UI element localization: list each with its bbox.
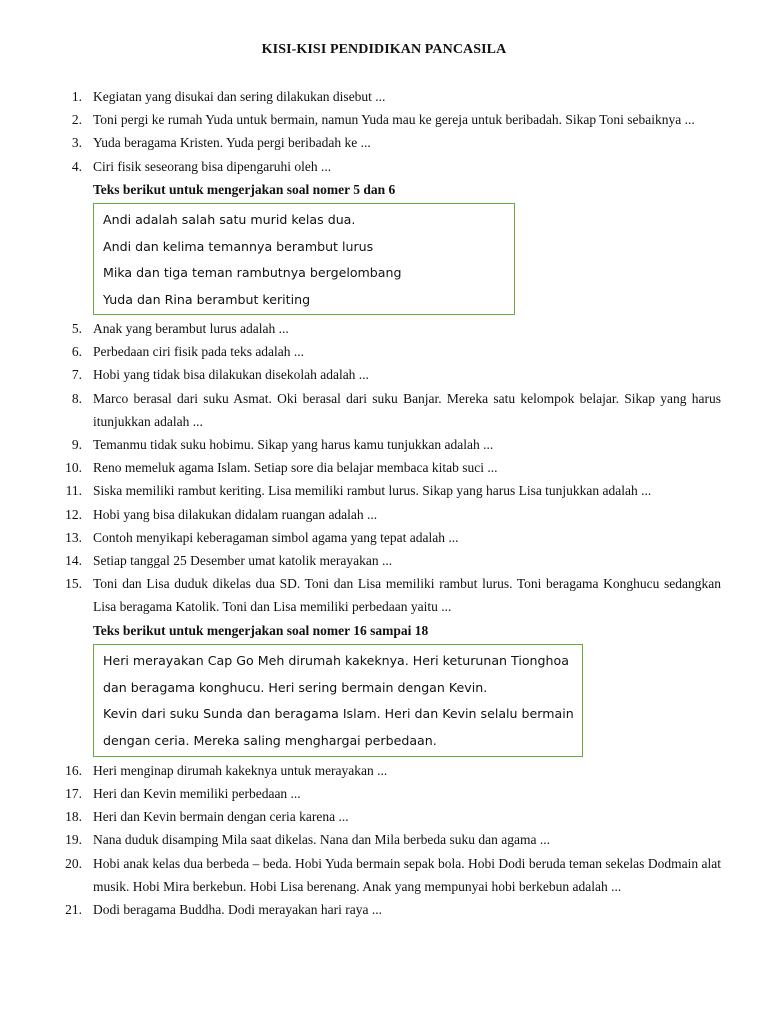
question-number: 9. <box>71 437 82 453</box>
question-number: 13. <box>65 529 82 545</box>
question-text: Marco berasal dari suku Asmat. Oki berasal dari suku Banjar. Mereka satu kelompok belajar. Sikap yang harus itunjukkan adalah ... <box>93 390 721 429</box>
question-item <box>0 852 721 898</box>
question-text: Anak yang berambut lurus adalah ... <box>93 321 289 337</box>
question-number: 11. <box>65 483 82 499</box>
question-item <box>0 503 721 526</box>
question-text: Hobi anak kelas dua berbeda – beda. Hobi Yuda bermain sepak bola. Hobi Dodi beruda teman sekelas Dodmain alat musik. Hobi Mira berkebun. Hobi Lisa berenang. Anak yang mempunyai hobi berkebun adalah ... <box>93 855 721 894</box>
question-item <box>0 456 721 479</box>
question-text: Dodi beragama Buddha. Dodi merayakan hari raya ... <box>93 902 383 918</box>
question-text: Kegiatan yang disukai dan sering dilakukan disebut ... <box>93 89 386 104</box>
question-item <box>0 340 721 363</box>
question-text: Heri menginap dirumah kakeknya untuk merayakan ... <box>93 762 388 778</box>
question-group-5-15 <box>0 317 768 619</box>
question-item <box>0 526 721 549</box>
question-item <box>0 131 721 154</box>
question-text: Setiap tanggal 25 Desember umat katolik merayakan ... <box>93 553 393 569</box>
question-item <box>0 898 721 921</box>
reading-text-line: Kevin dari suku Sunda dan beragama Islam. Heri dan Kevin selalu bermain <box>103 706 574 722</box>
question-text: Toni dan Lisa duduk dikelas dua SD. Toni dan Lisa memiliki rambut lurus. Toni beragama Konghucu sedangkan Lisa beragama Katolik. Toni dan Lisa memiliki perbedaan yaitu ... <box>93 576 721 615</box>
question-item <box>0 479 721 502</box>
question-text: Yuda beragama Kristen. Yuda pergi beribadah ke ... <box>93 135 371 151</box>
question-number: 4. <box>71 158 82 174</box>
question-item <box>0 363 721 386</box>
question-number: 8. <box>71 390 82 406</box>
question-number: 12. <box>65 506 82 522</box>
question-item <box>0 155 721 178</box>
question-number: 17. <box>65 786 82 802</box>
question-number: 16. <box>65 762 82 778</box>
reading-text-line: dengan ceria. Mereka saling menghargai perbedaan. <box>103 732 437 748</box>
question-number: 2. <box>71 112 82 128</box>
question-text: Heri dan Kevin bermain dengan ceria karena ... <box>93 809 349 825</box>
question-item <box>0 782 721 805</box>
question-text: Reno memeluk agama Islam. Setiap sore dia belajar membaca kitab suci ... <box>93 460 498 476</box>
question-number: 19. <box>65 832 82 848</box>
question-item <box>0 759 721 782</box>
question-list <box>0 85 768 921</box>
question-number: 14. <box>65 553 82 569</box>
question-item <box>0 433 721 456</box>
reading-heading-5-6: Teks berikut untuk mengerjakan soal nomer 5 dan 6 <box>93 181 396 197</box>
question-number: 10. <box>65 460 82 476</box>
question-text: Siska memiliki rambut keriting. Lisa memiliki rambut lurus. Sikap yang harus Lisa tunjukkan adalah ... <box>93 483 652 499</box>
question-text: Perbedaan ciri fisik pada teks adalah ... <box>93 344 305 360</box>
question-item <box>0 387 721 433</box>
reading-text-line: Andi adalah salah satu murid kelas dua. <box>103 212 356 228</box>
question-text: Nana duduk disamping Mila saat dikelas. Nana dan Mila berbeda suku dan agama ... <box>93 832 550 848</box>
question-number: 3. <box>71 135 82 151</box>
question-item <box>0 805 721 828</box>
question-text: Heri dan Kevin memiliki perbedaan ... <box>93 786 301 802</box>
reading-text-line: Mika dan tiga teman rambutnya bergelombang <box>103 265 402 281</box>
reading-text-line: Andi dan kelima temannya berambut lurus <box>103 238 374 254</box>
question-item <box>0 108 721 131</box>
reading-text-line: Heri merayakan Cap Go Meh dirumah kakeknya. Heri keturunan Tionghoa <box>103 652 569 668</box>
question-text: Hobi yang tidak bisa dilakukan disekolah adalah ... <box>93 367 369 383</box>
question-number: 21. <box>65 902 82 918</box>
reading-text-line: Yuda dan Rina berambut keriting <box>103 292 311 308</box>
question-item <box>0 828 721 851</box>
question-group-1-4 <box>0 85 768 178</box>
question-item <box>0 85 721 108</box>
reading-text-box-2 <box>93 644 583 757</box>
reading-text-line: dan beragama konghucu. Heri sering bermain dengan Kevin. <box>103 679 488 695</box>
question-number: 7. <box>71 367 82 383</box>
reading-heading-16-18: Teks berikut untuk mengerjakan soal nomer 16 sampai 18 <box>93 622 429 638</box>
question-text: Temanmu tidak suku hobimu. Sikap yang harus kamu tunjukkan adalah ... <box>93 437 494 453</box>
question-text: Ciri fisik seseorang bisa dipengaruhi oleh ... <box>93 158 332 174</box>
question-number: 20. <box>65 855 82 871</box>
question-item <box>0 549 721 572</box>
question-number: 18. <box>65 809 82 825</box>
question-text: Contoh menyikapi keberagaman simbol agama yang tepat adalah ... <box>93 529 459 545</box>
question-number: 1. <box>71 89 82 104</box>
question-group-16-21 <box>0 759 768 921</box>
document-title: KISI-KISI PENDIDIKAN PANCASILA <box>261 42 507 57</box>
question-number: 15. <box>65 576 82 592</box>
question-number: 5. <box>71 321 82 337</box>
reading-text-box-1 <box>93 203 515 315</box>
question-text: Hobi yang bisa dilakukan didalam ruangan adalah ... <box>93 506 378 522</box>
question-text: Toni pergi ke rumah Yuda untuk bermain, namun Yuda mau ke gereja untuk beribadah. Sikap Toni sebaiknya ... <box>93 112 695 128</box>
question-item <box>0 572 721 618</box>
question-number: 6. <box>71 344 82 360</box>
question-item <box>0 317 721 340</box>
